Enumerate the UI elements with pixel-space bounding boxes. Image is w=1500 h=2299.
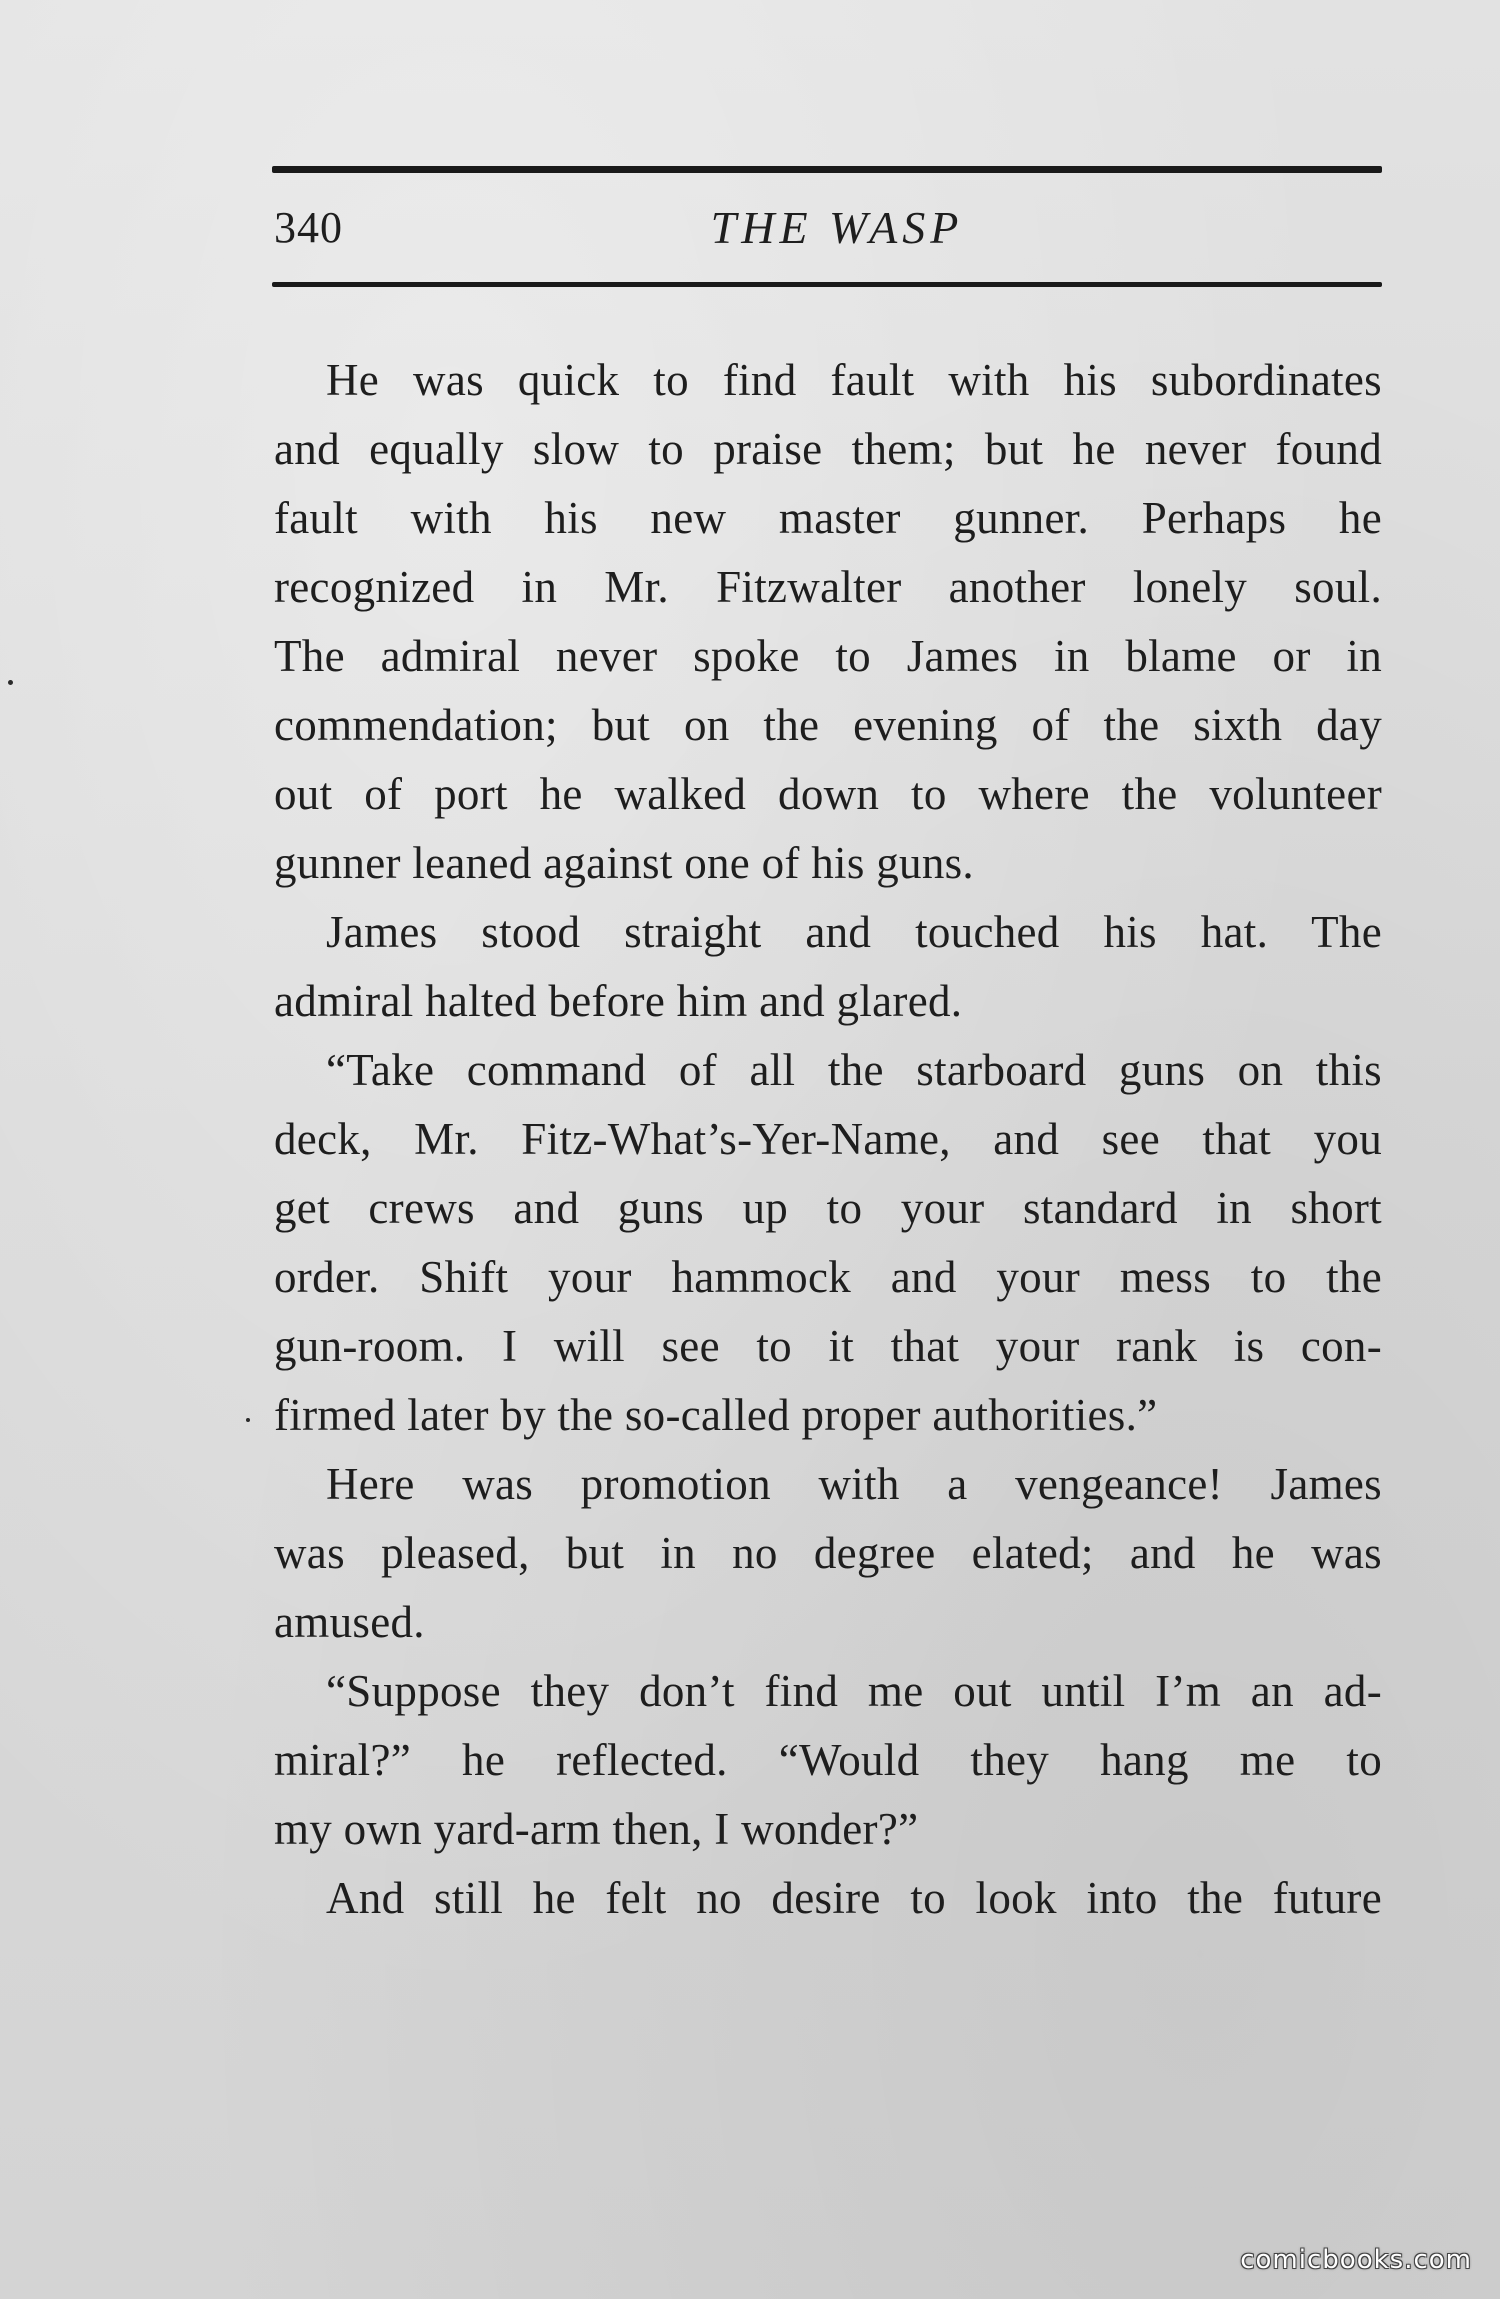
header-bottom-rule bbox=[272, 282, 1382, 287]
text-line: commendation; but on the evening of the sixth day bbox=[274, 700, 1382, 750]
running-head bbox=[272, 196, 1382, 260]
text-line: And still he felt no desire to look into the future bbox=[326, 1873, 1382, 1923]
text-line: and equally slow to praise them; but he never found bbox=[274, 424, 1382, 474]
text-line: firmed later by the so-called proper authorities.” bbox=[274, 1390, 1158, 1440]
text-line: out of port he walked down to where the volunteer bbox=[274, 769, 1382, 819]
text-line: gunner leaned against one of his guns. bbox=[274, 838, 974, 888]
text-line: He was quick to find fault with his subordinates bbox=[326, 355, 1382, 405]
text-line: deck, Mr. Fitz-What’s-Yer-Name, and see that you bbox=[274, 1114, 1382, 1164]
watermark: comicbooks.com bbox=[1240, 2245, 1472, 2275]
text-line: get crews and guns up to your standard in short bbox=[274, 1183, 1382, 1233]
paper-speck bbox=[8, 680, 13, 685]
text-line: was pleased, but in no degree elated; and he was bbox=[274, 1528, 1382, 1578]
text-line: Here was promotion with a vengeance! James bbox=[326, 1459, 1382, 1509]
text-line: amused. bbox=[274, 1597, 425, 1647]
text-line: my own yard-arm then, I wonder?” bbox=[274, 1804, 919, 1854]
page-number: 340 bbox=[274, 203, 343, 252]
text-line: miral?” he reflected. “Would they hang me to bbox=[274, 1735, 1382, 1785]
text-line: recognized in Mr. Fitzwalter another lonely soul. bbox=[274, 562, 1382, 612]
text-line: admiral halted before him and glared. bbox=[274, 976, 963, 1026]
body-text bbox=[274, 346, 1382, 1933]
text-line: James stood straight and touched his hat. The bbox=[326, 907, 1382, 957]
header-top-rule bbox=[272, 166, 1382, 173]
text-line: gun-room. I will see to it that your rank is con- bbox=[274, 1321, 1382, 1371]
text-line: order. Shift your hammock and your mess to the bbox=[274, 1252, 1382, 1302]
book-title: THE WASP bbox=[710, 202, 964, 253]
text-line: fault with his new master gunner. Perhaps he bbox=[274, 493, 1382, 543]
text-line: “Take command of all the starboard guns on this bbox=[326, 1045, 1382, 1095]
paper-speck bbox=[246, 1418, 250, 1422]
text-line: The admiral never spoke to James in blame or in bbox=[274, 631, 1382, 681]
text-line: “Suppose they don’t find me out until I’m an ad- bbox=[326, 1666, 1382, 1716]
